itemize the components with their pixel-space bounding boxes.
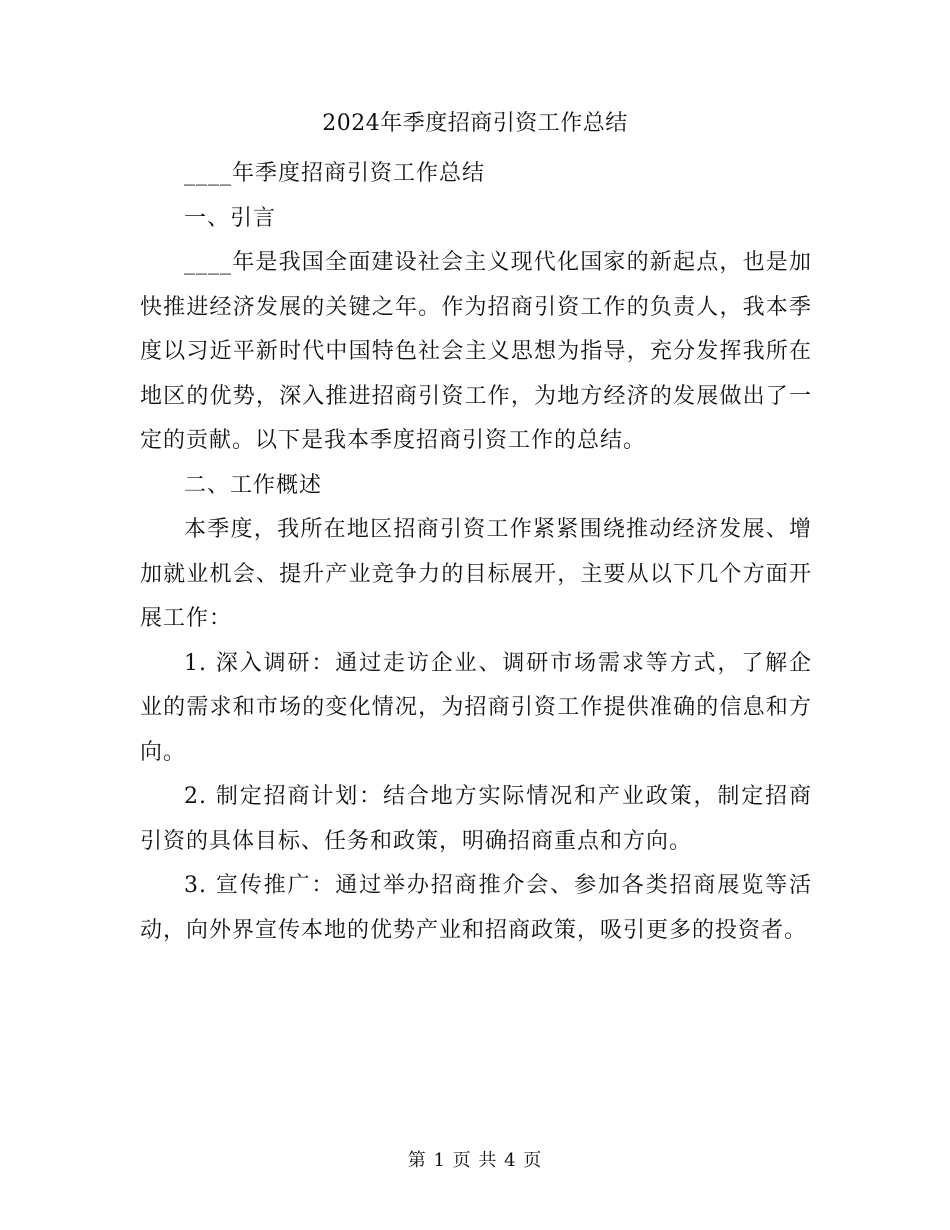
page-number-footer: 第 1 页 共 4 页 — [407, 1150, 543, 1171]
paragraph-introduction: ____年是我国全面建设社会主义现代化国家的新起点，也是加快推进经济发展的关键之年。作为招商引资工作的负责人，我本季度以习近平新时代中国特色社会主义思想为指导，充分发挥我所在地区的优势，深入推进招商引资工作，为地方经济的发展做出了一定的贡献。以下是我本季度招商引资工作的总结。 — [140, 250, 812, 453]
list-item-plan: 2. 制定招商计划：结合地方实际情况和产业政策，制定招商引资的具体目标、任务和政策，明确招商重点和方向。 — [140, 784, 812, 854]
section-heading-overview: 二、工作概述 — [184, 472, 323, 498]
list-item-research: 1. 深入调研：通过走访企业、调研市场需求等方式，了解企业的需求和市场的变化情况，为招商引资工作提供准确的信息和方向。 — [140, 650, 812, 765]
list-item-promotion: 3. 宣传推广：通过举办招商推介会、参加各类招商展览等活动，向外界宣传本地的优势产业和招商政策，吸引更多的投资者。 — [140, 873, 812, 943]
paragraph-subtitle: ____年季度招商引资工作总结 — [184, 161, 486, 186]
section-heading-introduction: 一、引言 — [184, 205, 277, 231]
document-body — [140, 152, 812, 953]
document-title: 2024年季度招商引资工作总结 — [322, 111, 628, 136]
paragraph-overview: 本季度，我所在地区招商引资工作紧紧围绕推动经济发展、增加就业机会、提升产业竞争力的目标展开，主要从以下几个方面开展工作： — [140, 517, 812, 631]
